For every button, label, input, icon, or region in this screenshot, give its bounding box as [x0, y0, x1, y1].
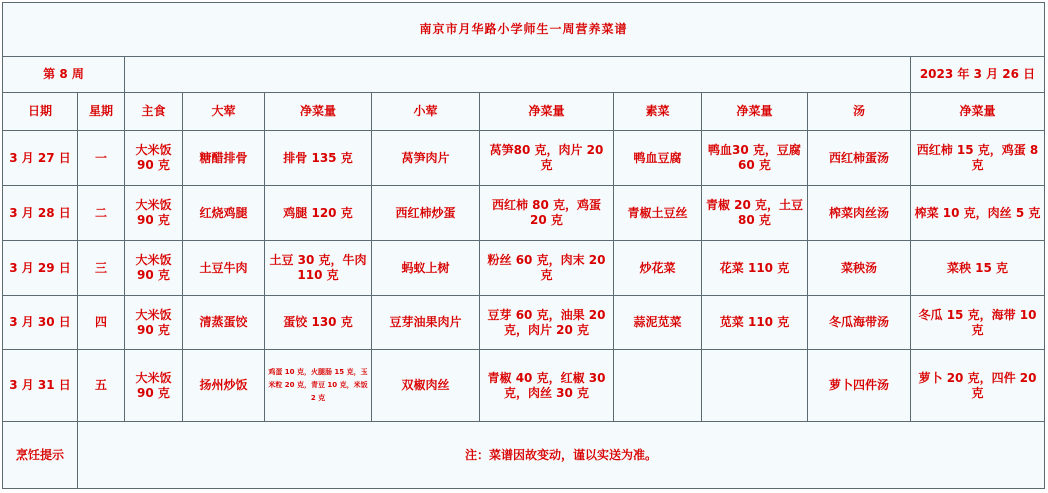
row-veg-dish: 蒜泥苋菜 [614, 296, 702, 350]
row-soup-amount: 榨菜 10 克，肉丝 5 克 [911, 186, 1045, 241]
row-side-dish: 西红柿炒蛋 [372, 186, 480, 241]
header-side-amount: 净菜量 [480, 93, 614, 131]
row-soup: 冬瓜海带汤 [808, 296, 911, 350]
row-main-dish: 土豆牛肉 [183, 241, 265, 296]
page-title: 南京市月华路小学师生一周营养菜谱 [3, 3, 1045, 57]
row-date: 3 月 29 日 [3, 241, 78, 296]
row-staple: 大米饭 90 克 [125, 350, 183, 422]
row-main-amount: 鸡腿 120 克 [265, 186, 372, 241]
meta-row [3, 57, 1045, 93]
row-main-dish: 扬州炒饭 [183, 350, 265, 422]
row-staple: 大米饭 90 克 [125, 186, 183, 241]
header-row [3, 93, 1045, 131]
row-veg-amount: 苋菜 110 克 [702, 296, 808, 350]
row-veg-amount: 青椒 20 克，土豆 80 克 [702, 186, 808, 241]
row-main-amount: 鸡蛋 10 克，火腿肠 15 克，玉米粒 20 克，青豆 10 克，米饭 2 克 [265, 350, 372, 422]
row-soup: 萝卜四件汤 [808, 350, 911, 422]
row-main-amount: 蛋饺 130 克 [265, 296, 372, 350]
table-row [3, 241, 1045, 296]
row-staple: 大米饭 90 克 [125, 131, 183, 186]
header-date: 日期 [3, 93, 78, 131]
row-main-amount: 土豆 30 克，牛肉 110 克 [265, 241, 372, 296]
row-main-dish: 清蒸蛋饺 [183, 296, 265, 350]
header-soup: 汤 [808, 93, 911, 131]
row-weekday: 四 [78, 296, 125, 350]
row-main-dish: 糖醋排骨 [183, 131, 265, 186]
row-main-amount: 排骨 135 克 [265, 131, 372, 186]
table-row [3, 350, 1045, 422]
row-weekday: 二 [78, 186, 125, 241]
menu-date: 2023 年 3 月 26 日 [911, 57, 1045, 93]
row-date: 3 月 31 日 [3, 350, 78, 422]
header-weekday: 星期 [78, 93, 125, 131]
row-veg-dish: 鸭血豆腐 [614, 131, 702, 186]
note-row [3, 422, 1045, 489]
row-side-amount: 青椒 40 克，红椒 30 克，肉丝 30 克 [480, 350, 614, 422]
row-side-dish: 豆芽油果肉片 [372, 296, 480, 350]
row-soup: 榨菜肉丝汤 [808, 186, 911, 241]
row-main-dish: 红烧鸡腿 [183, 186, 265, 241]
row-veg-dish [614, 350, 702, 422]
row-veg-amount: 花菜 110 克 [702, 241, 808, 296]
row-side-dish: 双椒肉丝 [372, 350, 480, 422]
row-weekday: 一 [78, 131, 125, 186]
row-veg-amount [702, 350, 808, 422]
header-main-amount: 净菜量 [265, 93, 372, 131]
title-row [3, 3, 1045, 57]
cooking-tip-label: 烹饪提示 [3, 422, 78, 489]
row-staple: 大米饭 90 克 [125, 241, 183, 296]
header-staple: 主食 [125, 93, 183, 131]
row-side-amount: 莴笋80 克，肉片 20 克 [480, 131, 614, 186]
menu-sheet [2, 2, 1044, 489]
header-soup-amount: 净菜量 [911, 93, 1045, 131]
row-date: 3 月 27 日 [3, 131, 78, 186]
row-side-amount: 豆芽 60 克，油果 20 克，肉片 20 克 [480, 296, 614, 350]
table-row [3, 186, 1045, 241]
table-row [3, 131, 1045, 186]
row-staple: 大米饭 90 克 [125, 296, 183, 350]
week-number: 第 8 周 [3, 57, 125, 93]
row-veg-amount: 鸭血30 克，豆腐 60 克 [702, 131, 808, 186]
row-soup-amount: 冬瓜 15 克，海带 10 克 [911, 296, 1045, 350]
row-weekday: 三 [78, 241, 125, 296]
table-row [3, 296, 1045, 350]
row-soup-amount: 菜秧 15 克 [911, 241, 1045, 296]
row-date: 3 月 30 日 [3, 296, 78, 350]
row-veg-dish: 炒花菜 [614, 241, 702, 296]
menu-note: 注：菜谱因故变动，谨以实送为准。 [78, 422, 1045, 489]
row-soup: 西红柿蛋汤 [808, 131, 911, 186]
row-weekday: 五 [78, 350, 125, 422]
row-side-amount: 粉丝 60 克，肉末 20 克 [480, 241, 614, 296]
row-soup: 菜秧汤 [808, 241, 911, 296]
row-veg-dish: 青椒土豆丝 [614, 186, 702, 241]
header-veg-dish: 素菜 [614, 93, 702, 131]
meta-blank [125, 57, 911, 93]
row-side-amount: 西红柿 80 克，鸡蛋 20 克 [480, 186, 614, 241]
header-veg-amount: 净菜量 [702, 93, 808, 131]
row-soup-amount: 西红柿 15 克，鸡蛋 8 克 [911, 131, 1045, 186]
row-date: 3 月 28 日 [3, 186, 78, 241]
weekly-menu-table [2, 2, 1045, 489]
header-main-dish: 大荤 [183, 93, 265, 131]
row-side-dish: 蚂蚁上树 [372, 241, 480, 296]
row-side-dish: 莴笋肉片 [372, 131, 480, 186]
row-soup-amount: 萝卜 20 克，四件 20 克 [911, 350, 1045, 422]
header-side-dish: 小荤 [372, 93, 480, 131]
